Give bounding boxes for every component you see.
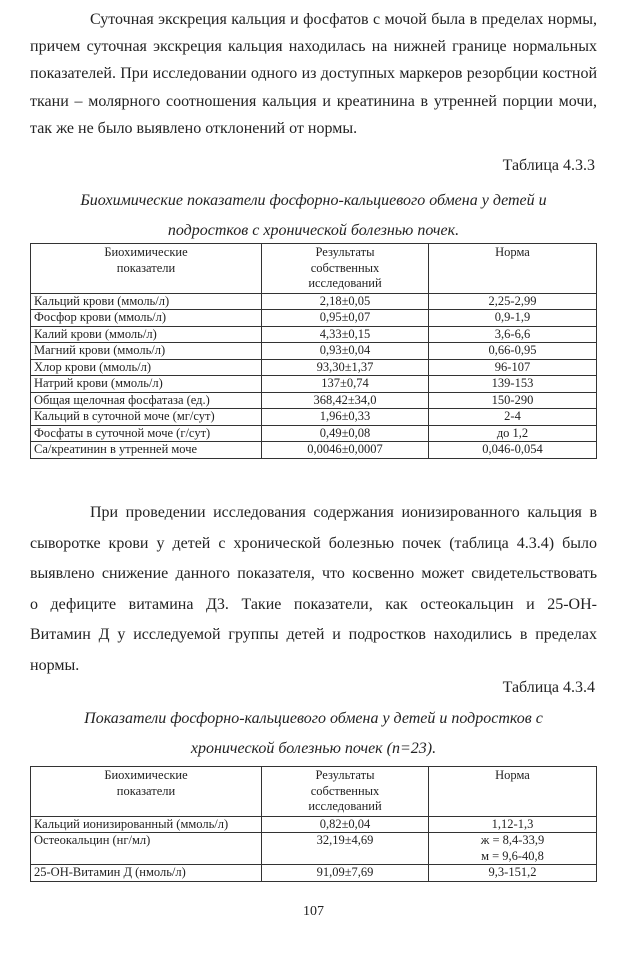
cell-norm: 139-153 (429, 376, 597, 393)
cell-indicator: Хлор крови (ммоль/л) (31, 359, 262, 376)
table-header-row (31, 767, 597, 817)
cell-norm: 150-290 (429, 392, 597, 409)
cell-norm: 9,3-151,2 (429, 865, 597, 882)
header-norm: Норма (429, 767, 597, 817)
header-results: Результаты собственных исследований (262, 767, 429, 817)
cell-indicator: Кальций крови (ммоль/л) (31, 293, 262, 310)
cell-result: 1,96±0,33 (262, 409, 429, 426)
cell-norm: 96-107 (429, 359, 597, 376)
cell-result: 4,33±0,15 (262, 326, 429, 343)
cell-result: 368,42±34,0 (262, 392, 429, 409)
cell-result: 0,93±0,04 (262, 343, 429, 360)
cell-norm: 3,6-6,6 (429, 326, 597, 343)
table-row (31, 326, 597, 343)
cell-indicator: Магний крови (ммоль/л) (31, 343, 262, 360)
header-results: Результаты собственных исследований (262, 244, 429, 294)
table-caption-4-3-4 (30, 704, 597, 764)
paragraph-intro: Суточная экскреция кальция и фосфатов с мочой была в пределах нормы, причем суточная экскреция кальция находилась на нижней границе нормальных показателей. При исследовании одного из доступных маркеров резорбции костной ткани – молярного соотношения кальция и креатинина в утренней порции мочи, так же не было выявлено отклонений от нормы. (30, 11, 597, 137)
caption-line: Показатели фосфорно-кальциевого обмена у детей и подростков с (84, 710, 543, 727)
table-4-3-4 (30, 766, 597, 882)
header-indicator: Биохимические показатели (31, 767, 262, 817)
cell-indicator: Общая щелочная фосфатаза (ед.) (31, 392, 262, 409)
header-norm: Норма (429, 244, 597, 294)
table-number-4-3-4: Таблица 4.3.4 (502, 679, 595, 696)
header-indicator: Биохимические показатели (31, 244, 262, 294)
cell-result: 0,95±0,07 (262, 310, 429, 327)
cell-indicator: Фосфаты в суточной моче (г/сут) (31, 425, 262, 442)
table-row (31, 816, 597, 833)
cell-norm: 0,046-0,054 (429, 442, 597, 459)
table-row (31, 425, 597, 442)
paragraph-ionized-calcium: При проведении исследования содержания ионизированного кальция в сыворотке крови у детей с хронической болезнью почек (таблица 4.3.4) было выявлено снижение данного показателя, что косвенно может свидетельствовать о дефиците витамина Д3. Такие показатели, как остеокальцин и 25-OH-Витамин Д у исследуемой группы детей и подростков находились в пределах нормы. (30, 504, 597, 674)
cell-norm: 0,66-0,95 (429, 343, 597, 360)
page-number: 107 (303, 904, 324, 919)
table-row (31, 833, 597, 865)
table-row (31, 865, 597, 882)
cell-result: 2,18±0,05 (262, 293, 429, 310)
cell-norm: ж = 8,4-33,9 м = 9,6-40,8 (429, 833, 597, 865)
table-row (31, 343, 597, 360)
table-row (31, 442, 597, 459)
table-row (31, 376, 597, 393)
cell-result: 91,09±7,69 (262, 865, 429, 882)
table-number-4-3-3: Таблица 4.3.3 (502, 157, 595, 174)
cell-result: 93,30±1,37 (262, 359, 429, 376)
cell-indicator: 25-OH-Витамин Д (нмоль/л) (31, 865, 262, 882)
cell-result: 0,49±0,08 (262, 425, 429, 442)
table-row (31, 359, 597, 376)
cell-norm: до 1,2 (429, 425, 597, 442)
table-caption-4-3-3 (30, 186, 597, 246)
cell-norm: 1,12-1,3 (429, 816, 597, 833)
table-header-row (31, 244, 597, 294)
cell-indicator: Фосфор крови (ммоль/л) (31, 310, 262, 327)
cell-indicator: Кальций ионизированный (ммоль/л) (31, 816, 262, 833)
cell-result: 137±0,74 (262, 376, 429, 393)
table-row (31, 392, 597, 409)
cell-indicator: Ca/креатинин в утренней моче (31, 442, 262, 459)
table-row (31, 310, 597, 327)
cell-indicator: Натрий крови (ммоль/л) (31, 376, 262, 393)
cell-indicator: Калий крови (ммоль/л) (31, 326, 262, 343)
caption-line: подростков с хронической болезнью почек. (167, 222, 460, 239)
table-row (31, 293, 597, 310)
cell-result: 32,19±4,69 (262, 833, 429, 865)
cell-indicator: Кальций в суточной моче (мг/сут) (31, 409, 262, 426)
cell-norm: 2-4 (429, 409, 597, 426)
cell-norm: 2,25-2,99 (429, 293, 597, 310)
caption-line: Биохимические показатели фосфорно-кальциевого обмена у детей и (80, 192, 547, 209)
cell-result: 0,0046±0,0007 (262, 442, 429, 459)
cell-result: 0,82±0,04 (262, 816, 429, 833)
caption-line: хронической болезнью почек (n=23). (190, 740, 437, 757)
cell-indicator: Остеокальцин (нг/мл) (31, 833, 262, 865)
table-4-3-3 (30, 243, 597, 459)
table-row (31, 409, 597, 426)
cell-norm: 0,9-1,9 (429, 310, 597, 327)
